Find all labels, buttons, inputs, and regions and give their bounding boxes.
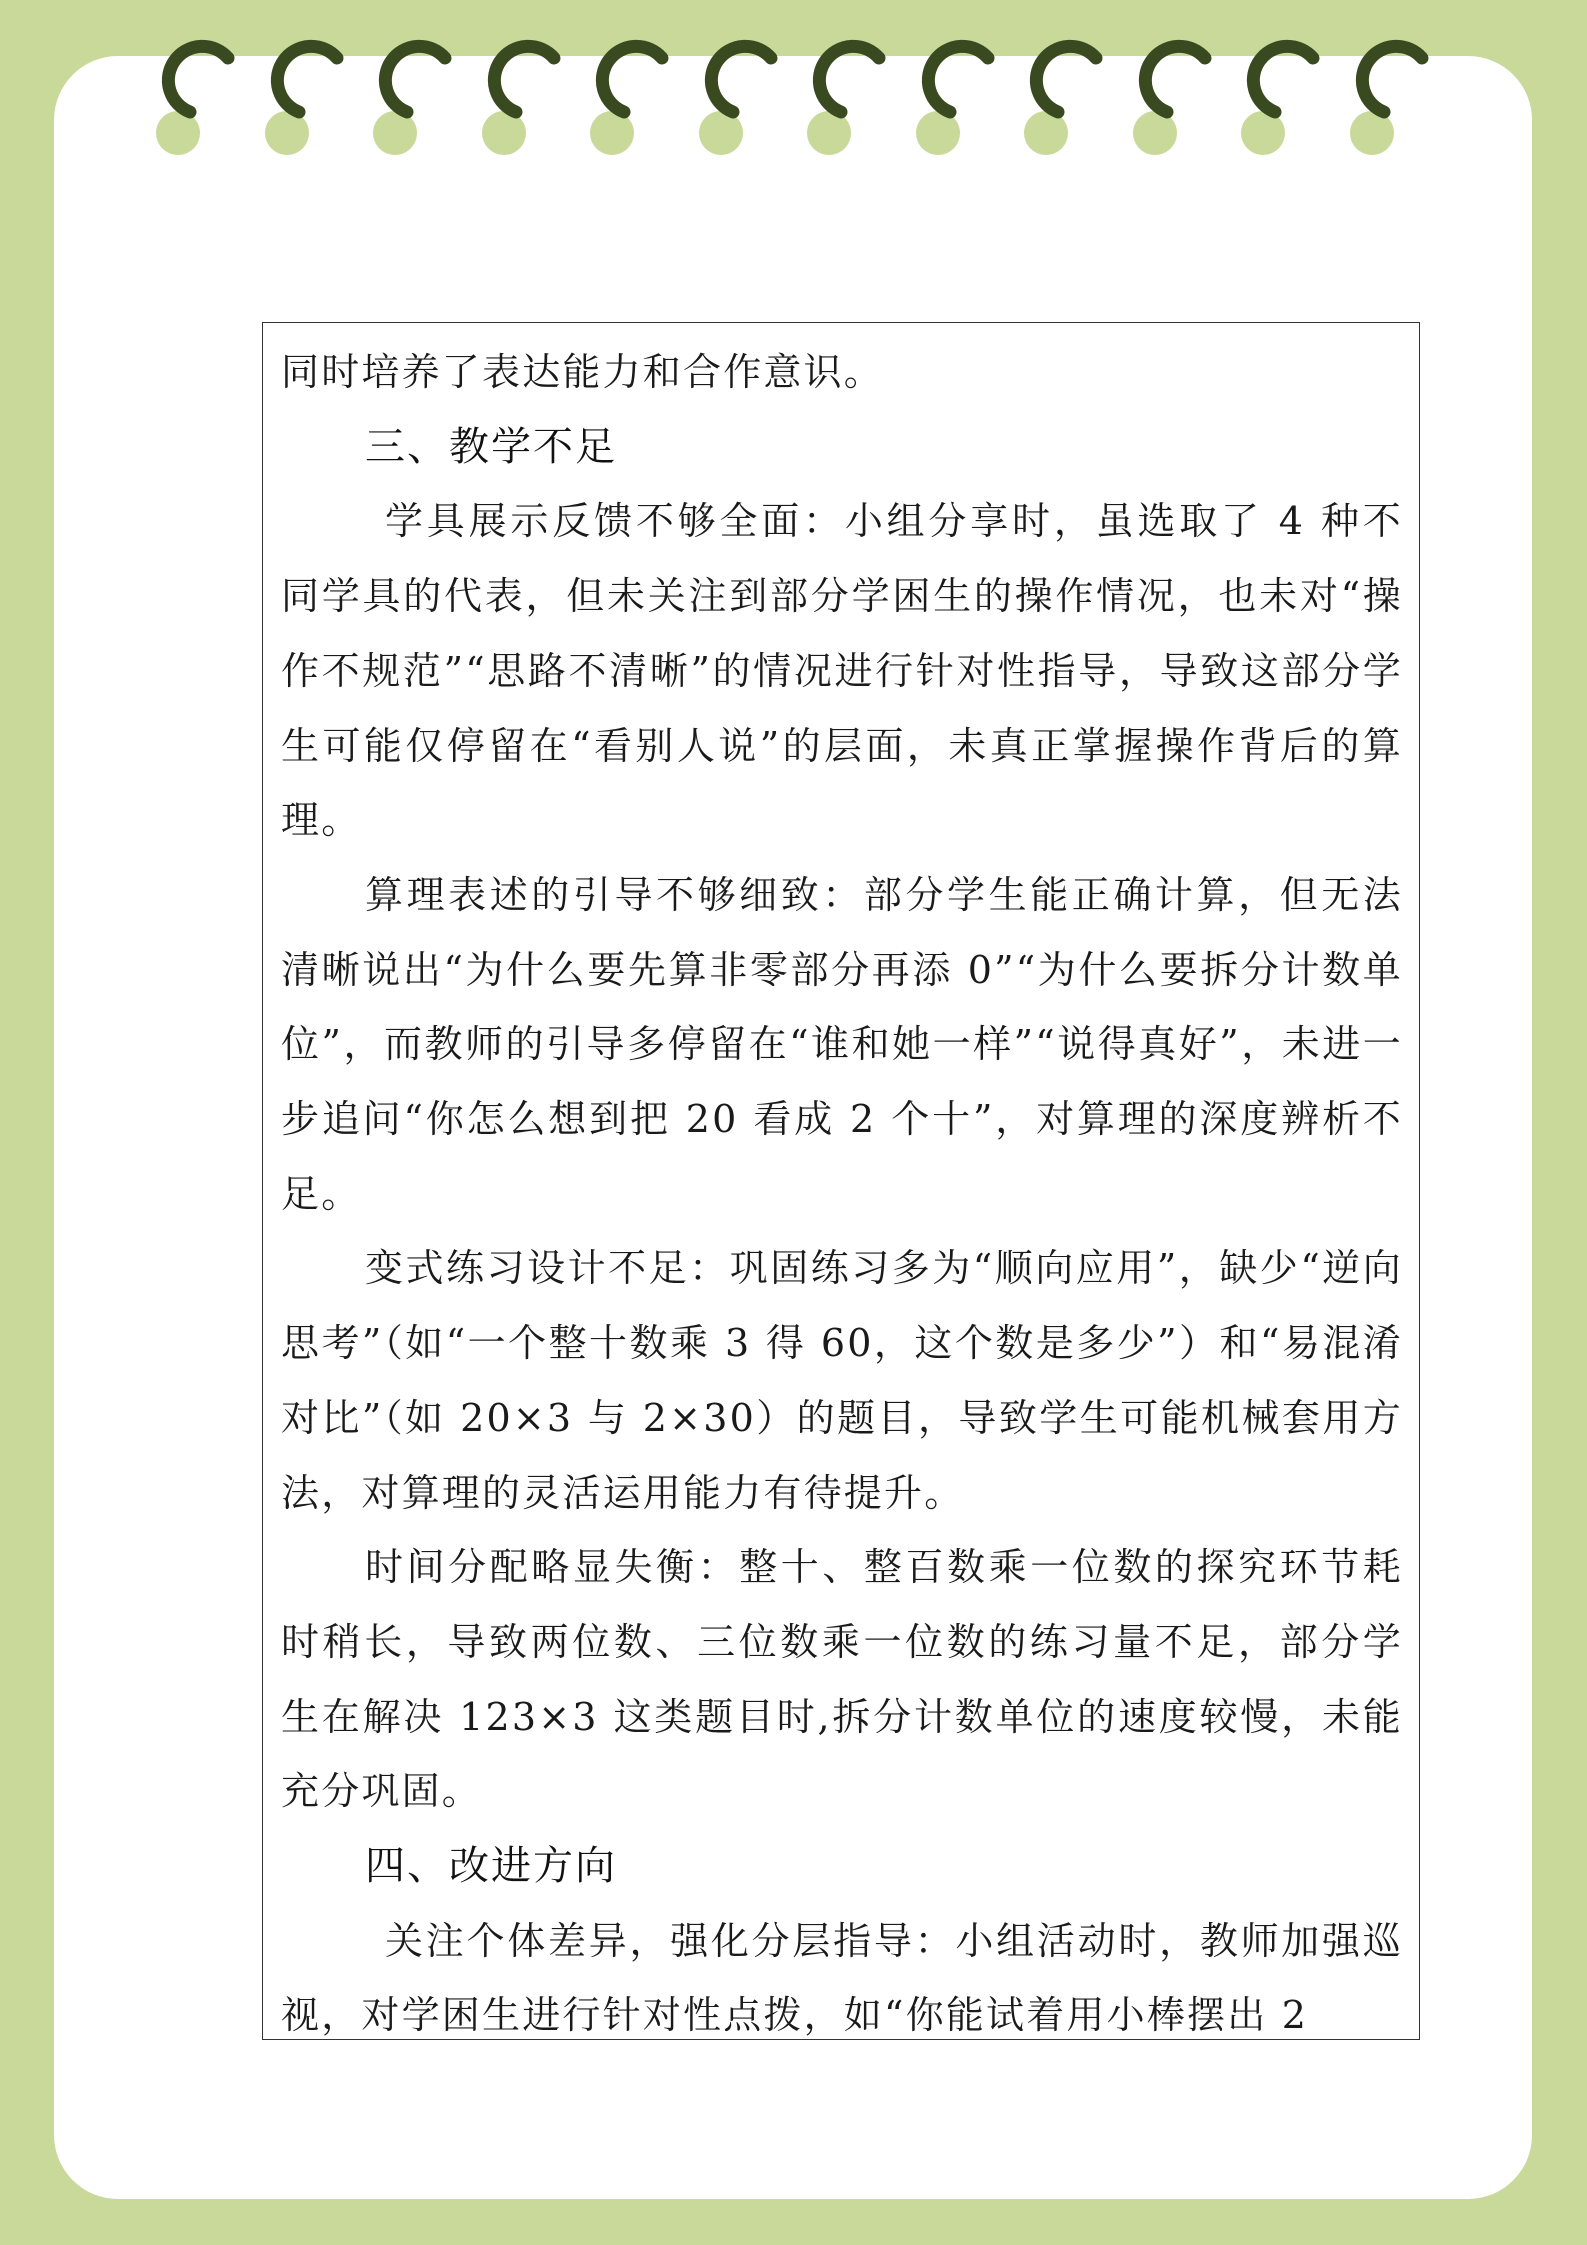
section-heading-teaching-shortcomings: 三、教学不足 xyxy=(365,423,617,470)
binding-ring xyxy=(689,0,789,160)
binding-ring xyxy=(363,0,463,160)
binding-ring xyxy=(797,0,897,160)
binding-ring xyxy=(580,0,680,160)
paragraph-time-allocation: 时间分配略显失衡：整十、整百数乘一位数的探究环节耗时稍长，导致两位数、三位数乘一位数的练习量不足，部分学生在解决 123×3 这类题目时,拆分计数单位的速度较慢，未能充分巩固。 xyxy=(281,1545,1403,1814)
binding-ring xyxy=(472,0,572,160)
paragraph-reasoning-guidance: 算理表述的引导不够细致：部分学生能正确计算，但无法清晰说出“为什么要先算非零部分再添 0”“为什么要拆分计数单位”，而教师的引导多停留在“谁和她一样”“说得真好”，未进一步追问“你怎么想到把 20 看成 2 个十”，对算理的深度辨析不足。 xyxy=(281,872,1403,1216)
section-heading-improvement: 四、改进方向 xyxy=(365,1843,617,1890)
paragraph-continuation: 同时培养了表达能力和合作意识。 xyxy=(281,350,885,394)
notebook-page xyxy=(54,56,1532,2199)
binding-ring xyxy=(255,0,355,160)
paragraph-feedback-shortcoming: 学具展示反馈不够全面：小组分享时，虽选取了 4 种不同学具的代表，但未关注到部分学困生的操作情况，也未对“操作不规范”“思路不清晰”的情况进行针对性指导，导致这部分学生可能仅停留在“看别人说”的层面，未真正掌握操作背后的算理。 xyxy=(281,499,1403,843)
paragraph-individual-differences: 关注个体差异，强化分层指导：小组活动时，教师加强巡视，对学困生进行针对性点拨，如“你能试着用小棒摆出 2 xyxy=(281,1918,1403,2038)
paragraph-variant-exercises: 变式练习设计不足：巩固练习多为“顺向应用”，缺少“逆向思考”（如“一个整十数乘 3 得 60，这个数是多少”）和“易混淆对比”（如 20×3 与 2×30）的题目，导致学生可能机械套用方法，对算理的灵活运用能力有待提升。 xyxy=(281,1246,1403,1515)
binding-ring xyxy=(1014,0,1114,160)
text-frame xyxy=(262,322,1420,2040)
binding-ring xyxy=(146,0,246,160)
binding-ring xyxy=(1340,0,1440,160)
binding-ring xyxy=(1231,0,1331,160)
binding-ring xyxy=(906,0,1006,160)
binding-ring xyxy=(1123,0,1223,160)
